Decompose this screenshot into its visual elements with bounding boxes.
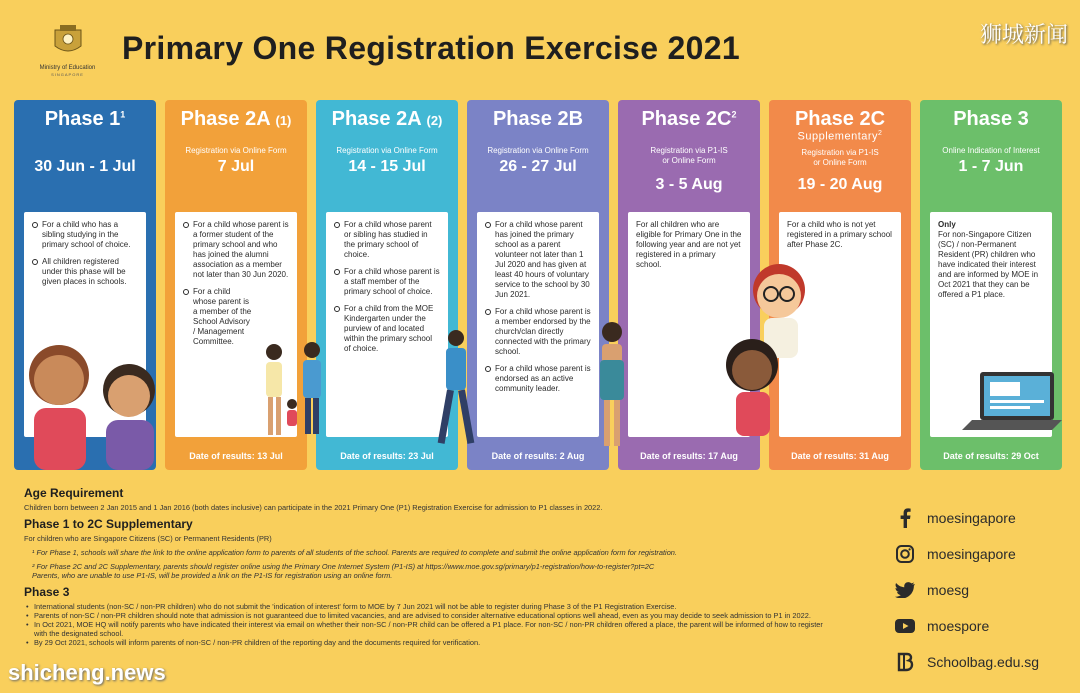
footnote-2a: ² For Phase 2C and 2C Supplementary, parents should register online using the Primary One Internet System (P1-IS) at https://www.moe.gov.sg/primary/p1-registration/how-to-register?pt=2C (32, 562, 655, 571)
phase-via: Registration via P1-IS or Online Form (650, 146, 728, 165)
phase-item: For a child whose parent is a staff member of the primary school of choice. (334, 267, 440, 297)
phase-result: Date of results: 2 Aug (491, 451, 585, 461)
phase-result: Date of results: 17 Aug (640, 451, 738, 461)
phase-title: Phase $1^1$ (44, 108, 126, 130)
kids-illustration (714, 260, 814, 440)
notes-section (24, 486, 824, 647)
phase-item: For a child from the MOE Kindergarten under the purview of and located within the primary school of choice. (334, 304, 434, 354)
phase-title: Phase 2A (1) (180, 108, 292, 130)
phase-via: Registration via Online Form (336, 146, 438, 155)
phase-item: All children registered under this phase will be given places in schools. (32, 257, 138, 287)
social-label: moespore (927, 618, 990, 634)
social-twitter[interactable] (895, 572, 1075, 608)
phase-result: Date of results: 13 Jul (189, 451, 283, 461)
phase3-bullet-3: • By 29 Oct 2021, schools will inform parents of non-SC / non-PR children of the reporting day and the documents required for verification. (24, 638, 824, 647)
phase-result: Date of results: 23 Jul (340, 451, 434, 461)
twitter-icon (895, 580, 915, 600)
age-title: Age Requirement (24, 486, 124, 500)
social-label: moesg (927, 582, 970, 598)
phase-dates: 14 - 15 Jul (348, 158, 426, 175)
phase-via: Registration via P1-IS or Online Form (801, 148, 879, 167)
phase-item: For a child whose parent has joined the primary school as a parent volunteer not later than 1 Jul 2020 and has given at least 40 hours of voluntary service to the school by 30 Jun 2021. (485, 220, 591, 300)
phase3-bullet-1a: • International students (non-SC / non-PR children) who do not submit the 'indication of interest' form to MOE by 7 Jun 2021 will not be able to register during Phase 3 of the P1 Registration Exercise. (24, 602, 824, 611)
phase-text: For non-Singapore Citizen (SC) / non-Permanent Resident (PR) children who have indicated their interest and are informed by MOE in Oct 2021 that they can be offered a P1 place. (938, 230, 1039, 299)
phase-dates: 26 - 27 Jul (499, 158, 577, 175)
phase-item: For a child whose parent is a member endorsed by the church/clan directly connected with the primary school. (485, 307, 591, 357)
phase-dates: 1 - 7 Jun (958, 158, 1024, 175)
phase-item: For a child who has a sibling studying in the primary school of choice. (32, 220, 138, 250)
moe-logo (30, 22, 105, 77)
logo-text: Ministry of Education (39, 65, 96, 71)
social-label: moesingapore (927, 546, 1016, 562)
phase-via: Registration via Online Form (185, 146, 287, 155)
crest-icon (51, 22, 85, 58)
phase-title: Phase $2C^2$ (641, 108, 737, 130)
watermark-bottom: shicheng.news (8, 660, 166, 685)
phase-title: Phase 2B (492, 108, 584, 130)
page-title: Primary One Registration Exercise 2021 (122, 30, 740, 66)
phase1-2c-text: For children who are Singapore Citizens (SC) or Permanent Residents (PR) (24, 534, 272, 543)
phase-title: Phase 3 (953, 108, 1029, 130)
phase-item: For a child whose parent is endorsed as an active community leader. (485, 364, 591, 394)
footnote-1: ¹ For Phase 1, schools will share the link to the online application form to parents of all students of the school. Parents are required to complete and submit the online application form for registration. (32, 548, 677, 557)
phase-item: For a child whose parent or sibling has studied in the primary school of choice. (334, 220, 440, 260)
youtube-icon (895, 616, 915, 636)
facebook-icon (895, 508, 915, 528)
phase3-bullet-2: • In Oct 2021, MOE HQ will notify parents who have indicated their interest via email on whether their non-SC / non-PR child can be offered a P1 place. For non-SC / non-PR children offered a place, the parent will be informed of how to register with the designated school. (24, 620, 824, 638)
phase-only: Only (938, 220, 956, 229)
phase-columns (14, 100, 1070, 470)
man-illustration (434, 328, 478, 448)
phase-via: Online Indication of Interest (942, 146, 1040, 155)
woman-illustration (592, 320, 632, 450)
age-text: Children born between 2 Jan 2015 and 1 Jan 2016 (both dates inclusive) can participate in the 2021 Primary One (P1) Registration Exercise for admission to P1 classes in 2022. (24, 503, 603, 512)
phase-text: For a child who is not yet registered in a primary school after Phase 2C. (787, 220, 892, 249)
instagram-icon (895, 544, 915, 564)
laptop-illustration (962, 370, 1062, 440)
social-facebook[interactable] (895, 500, 1075, 536)
phase-title: Phase 2C (794, 108, 886, 130)
phase3-title: Phase 3 (24, 585, 70, 599)
children-illustration (14, 330, 164, 470)
logo-country: SINGAPORE (51, 72, 84, 77)
phase1-2c-title: Phase 1 to 2C Supplementary (24, 517, 193, 531)
social-youtube[interactable] (895, 608, 1075, 644)
phase-item: For a child whose parent is a former student of the primary school and who has joined the alumni association as a member not later than 30 Jun 2020. (183, 220, 289, 280)
phase-title: Phase 2A (2) (331, 108, 443, 130)
social-links (895, 500, 1075, 680)
phase-dates: 30 Jun - 1 Jul (34, 158, 136, 175)
phase-card (477, 212, 599, 437)
social-label: Schoolbag.edu.sg (927, 654, 1040, 670)
social-label: moesingapore (927, 510, 1016, 526)
phase-dates: 19 - 20 Aug (797, 176, 883, 193)
phase-result: Date of results: 29 Oct (943, 451, 1039, 461)
schoolbag-icon (895, 652, 915, 672)
phase3-bullet-1b: • Parents of non-SC / non-PR children should note that admission is not guaranteed due to limited vacancies, and are advised to consider alternative educational options well ahead, even as you may decide to seek admission to P1 in 2022. (24, 611, 824, 620)
phase-result: Date of results: 31 Aug (791, 451, 889, 461)
header (0, 0, 1080, 95)
social-schoolbag[interactable] (895, 644, 1075, 680)
watermark-top: 狮城新闻 (979, 23, 1068, 48)
family-illustration (254, 340, 344, 440)
phase-2b-column (467, 100, 609, 470)
footnote-2b: Parents, who are unable to use P1-IS, will be provided a link on the P1-IS for registration using an online form. (32, 571, 393, 580)
phase-card (326, 212, 448, 437)
phase-subtitle: Supplementary$^2$ (797, 130, 883, 143)
phase-text: For all children who are eligible for Primary One in the following year and are not yet registered in a primary school. (636, 220, 742, 269)
phase-via: Registration via Online Form (487, 146, 589, 155)
social-instagram[interactable] (895, 536, 1075, 572)
phase-item: For a child whose parent is a member of the School Advisory / Management Committee. (183, 287, 253, 347)
phase-dates: 3 - 5 Aug (655, 176, 723, 193)
phase-dates: 7 Jul (217, 158, 255, 175)
